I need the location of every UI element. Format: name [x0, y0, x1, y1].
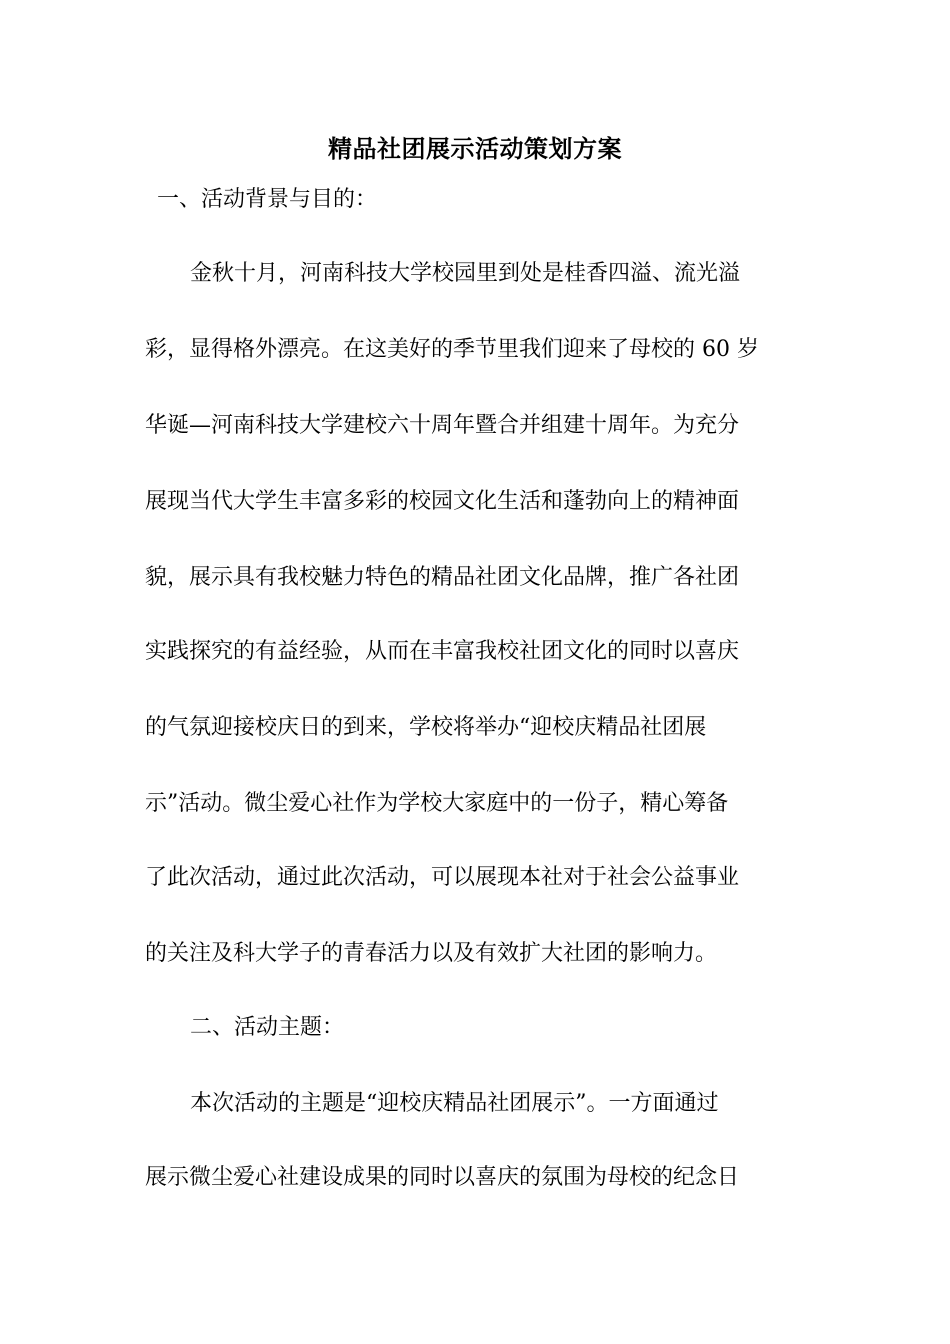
paragraph-line: 展示微尘爱心社建设成果的同时以喜庆的氛围为母校的纪念日 [145, 1165, 740, 1190]
paragraph-line: 彩，显得格外漂亮。在这美好的季节里我们迎来了母校的 60 岁 [145, 337, 759, 362]
paragraph-line: 的气氛迎接校庆日的到来，学校将举办“迎校庆精品社团展 [145, 715, 707, 740]
paragraph-line: 实践探究的有益经验，从而在丰富我校社团文化的同时以喜庆 [145, 639, 740, 664]
paragraph-line: 的关注及科大学子的青春活力以及有效扩大社团的影响力。 [145, 941, 718, 966]
paragraph-line: 了此次活动，通过此次活动，可以展现本社对于社会公益事业 [145, 865, 740, 890]
paragraph-line: 金秋十月，河南科技大学校园里到处是桂香四溢、流光溢 [190, 261, 741, 286]
paragraph-line: 本次活动的主题是“迎校庆精品社团展示”。一方面通过 [190, 1091, 719, 1116]
paragraph-line: 华诞—河南科技大学建校六十周年暨合并组建十周年。为充分 [145, 413, 740, 438]
paragraph-line: 示”活动。微尘爱心社作为学校大家庭中的一份子，精心筹备 [145, 791, 729, 816]
paragraph-line: 展现当代大学生丰富多彩的校园文化生活和蓬勃向上的精神面 [145, 489, 740, 514]
section-heading-theme: 二、活动主题： [190, 1015, 345, 1040]
section-heading-background: 一、活动背景与目的： [157, 187, 378, 212]
document-title: 精品社团展示活动策划方案 [328, 134, 622, 163]
paragraph-line: 貌，展示具有我校魅力特色的精品社团文化品牌，推广各社团 [145, 565, 740, 590]
